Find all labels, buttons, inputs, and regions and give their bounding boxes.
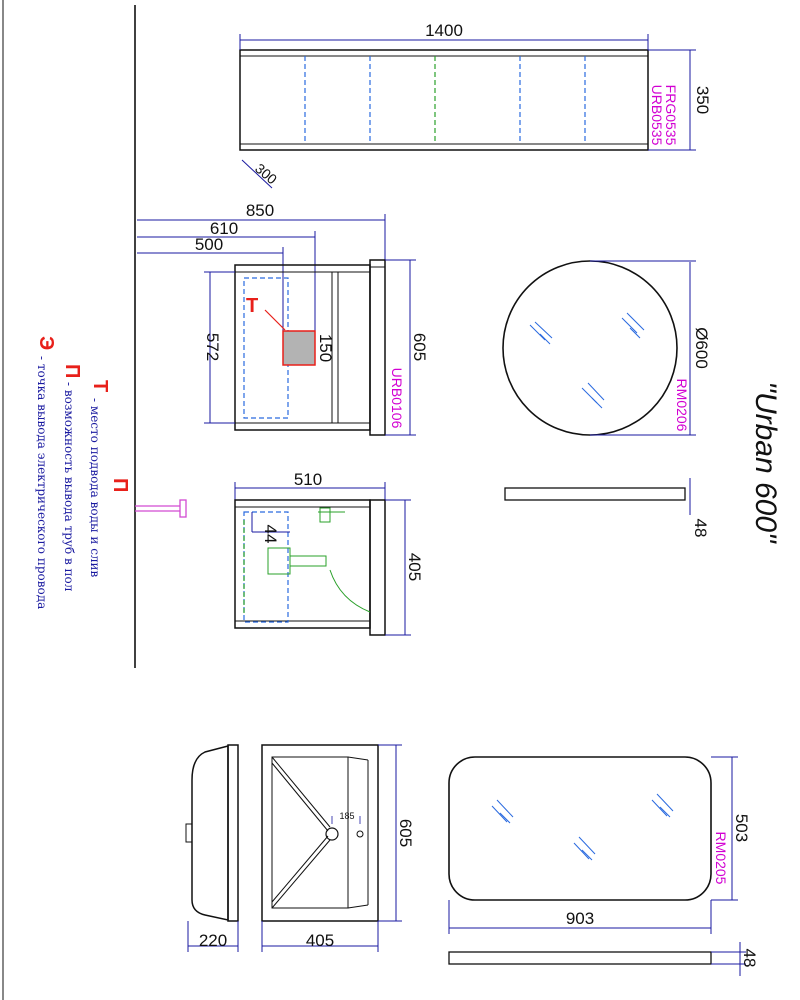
top-cabinet-width: 1400 [425,21,463,40]
legend-letter-e: Э [35,336,57,351]
top-cabinet-code-1: URB0535 [649,84,665,146]
side-cabinet-offset: 44 [261,524,280,544]
product-title: "Urban 600" [749,381,782,543]
round-mirror [503,261,711,537]
legend-letter-p: П [61,364,83,379]
rect-mirror-width: 903 [565,909,595,928]
wall-cabinet [137,201,429,435]
wall-cabinet-inner-height: 572 [203,332,222,362]
water-point-marker [283,331,315,365]
rect-mirror-thickness: 48 [740,948,759,968]
legend-text-p: - возможность вывода труб в пол [62,382,76,592]
basin-depth: 220 [198,931,228,950]
side-cabinet-width: 510 [293,470,323,489]
pipe-marker: П [109,478,131,493]
round-mirror-diameter: Ø600 [692,327,711,369]
side-cabinet [235,470,424,635]
top-cabinet [240,21,712,188]
wall-cabinet-height: 605 [410,332,429,362]
wall-cabinet-offset: 150 [316,333,335,363]
legend-text-e: - точка вывода электрического провода [35,356,49,610]
top-cabinet-code-2: FRG0535 [663,84,679,146]
wall-cabinet-marker: Т [246,295,259,317]
wall-cabinet-overall: 850 [245,201,275,220]
basin [186,745,415,952]
side-cabinet-height: 405 [405,552,424,582]
round-mirror-thickness: 48 [691,518,710,538]
top-cabinet-depth: 300 [252,160,281,188]
basin-height: 605 [396,818,415,848]
legend-letter-t: Т [89,380,111,393]
rect-mirror-height: 503 [732,813,751,843]
top-cabinet-height: 350 [693,85,712,115]
basin-drain: 185 [339,811,355,821]
legend-text-t: - место подвода воды и слив [88,398,102,578]
rect-mirror [449,757,759,976]
floor-pipe [109,478,186,517]
rect-mirror-code: RM0205 [713,831,729,885]
wall-cabinet-610: 610 [209,219,239,238]
wall-cabinet-code: URB0106 [389,367,405,429]
round-mirror-code: RM0206 [674,378,690,432]
wall-cabinet-500: 500 [194,235,224,254]
legend [35,336,111,609]
basin-width: 405 [305,931,335,950]
